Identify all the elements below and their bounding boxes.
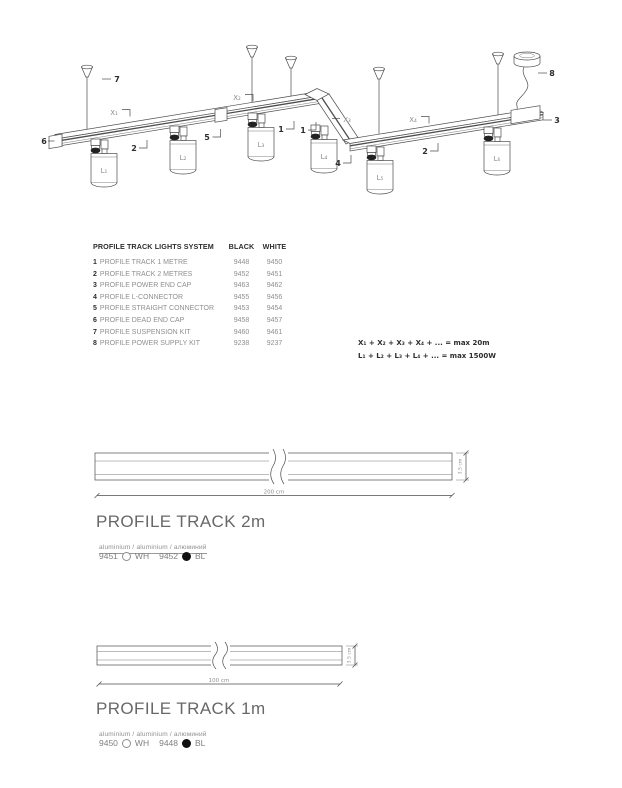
light-label-l5: L₅ — [376, 174, 384, 182]
light-label-l3: L₃ — [257, 141, 265, 149]
table-title: PROFILE TRACK LIGHTS SYSTEM — [93, 242, 214, 251]
parts-table — [93, 242, 303, 350]
track-2m-length-dimension — [95, 490, 455, 499]
table-row: 2 PROFILE TRACK 2 METRES 9452 9451 — [93, 270, 283, 278]
x3-label: X₃ — [343, 116, 351, 124]
table-row: 4 PROFILE L-CONNECTOR 9455 9456 — [93, 293, 283, 301]
suspension-cone-icon — [493, 52, 504, 115]
suspension-cone-icon — [82, 65, 93, 129]
length-dim-label: 100 cm — [208, 678, 230, 684]
track-light-l5 — [367, 146, 393, 194]
track-1m-codes — [99, 738, 205, 748]
code-white: 9450 — [99, 738, 118, 748]
track-2m-profile — [95, 448, 452, 485]
callout-2-left: 2 — [131, 144, 137, 153]
track-2m-drawing — [0, 445, 622, 507]
callout-2-right: 2 — [422, 147, 428, 156]
track-1m-drawing — [0, 640, 622, 690]
straight-connector — [215, 108, 227, 123]
callout-1b: 1 — [300, 126, 306, 135]
black-color-dot-icon — [182, 552, 191, 561]
callout-3: 3 — [554, 116, 560, 125]
track-1m-length-dimension — [97, 678, 343, 687]
track-1m-profile — [97, 641, 342, 670]
track-light-l6 — [484, 127, 510, 175]
limit-formulas — [358, 337, 496, 362]
table-row: 3 PROFILE POWER END CAP 9463 9462 — [93, 282, 283, 290]
track-2m-height-dimension — [456, 451, 469, 483]
parts-table-header — [93, 242, 303, 251]
track-light-l2 — [170, 126, 196, 174]
table-row: 6 PROFILE DEAD END CAP 9458 9457 — [93, 316, 283, 324]
track-left-run — [55, 93, 320, 146]
column-white: WHITE — [262, 242, 287, 251]
length-dim-label: 200 cm — [263, 489, 285, 496]
code-white: 9451 — [99, 551, 118, 561]
height-dim-label: 3.5 cm — [458, 458, 464, 475]
light-label-l4: L₄ — [320, 153, 328, 161]
white-color-dot-icon — [122, 552, 131, 561]
track-light-l4 — [311, 125, 337, 173]
x2-label: X₂ — [233, 94, 241, 102]
height-dim-label: 3.5 cm — [347, 647, 353, 664]
callout-7: 7 — [114, 75, 120, 84]
white-label: WH — [134, 738, 150, 748]
callout-8: 8 — [549, 69, 555, 78]
black-label: BL — [195, 738, 206, 748]
light-label-l2: L₂ — [179, 154, 187, 162]
column-black: BLACK — [228, 242, 255, 251]
callout-6: 6 — [41, 137, 47, 146]
black-color-dot-icon — [182, 739, 191, 748]
max-power-formula: L₁ + L₂ + L₃ + L₄ + ... = max 1500W — [358, 351, 496, 360]
track-1m-height-dimension — [346, 644, 358, 668]
track-1m-title: PROFILE TRACK 1m — [96, 699, 266, 718]
callout-4: 4 — [335, 159, 341, 168]
callout-1a: 1 — [278, 125, 284, 134]
x1-label: X₁ — [110, 109, 118, 117]
light-label-l6: L₆ — [493, 155, 501, 163]
white-color-dot-icon — [122, 739, 131, 748]
black-label: BL — [195, 551, 206, 561]
track-1m-materials: aluminium / aluminium / алюминий — [99, 731, 207, 738]
track-light-l1 — [91, 139, 117, 187]
suspension-cone-icon — [374, 67, 385, 134]
track-2m-materials: aluminium / aluminium / алюминий — [99, 544, 207, 554]
track-2m-title: PROFILE TRACK 2m — [96, 512, 266, 531]
power-supply-icon — [514, 52, 540, 112]
suspension-cone-icon — [247, 45, 258, 102]
light-label-l1: L₁ — [100, 167, 108, 175]
code-black: 9448 — [159, 738, 179, 748]
system-diagram — [0, 0, 622, 238]
dead-end-cap — [49, 134, 62, 148]
suspension-cone-icon — [286, 56, 297, 96]
white-label: WH — [134, 551, 150, 561]
table-row: 5 PROFILE STRAIGHT CONNECTOR 9453 9454 — [93, 305, 283, 313]
table-row: 8 PROFILE POWER SUPPLY KIT 9238 9237 — [93, 340, 283, 348]
code-black: 9452 — [159, 551, 179, 561]
track-light-l3 — [248, 113, 274, 161]
x4-label: X₄ — [409, 116, 417, 124]
max-length-formula: X₁ + X₂ + X₃ + X₄ + ... = max 20m — [358, 339, 490, 347]
track-2m-codes — [99, 551, 205, 561]
table-row: 7 PROFILE SUSPENSION KIT 9460 9461 — [93, 328, 283, 336]
table-row: 1 PROFILE TRACK 1 METRE 9448 9450 — [93, 259, 283, 266]
callout-5: 5 — [204, 133, 210, 142]
